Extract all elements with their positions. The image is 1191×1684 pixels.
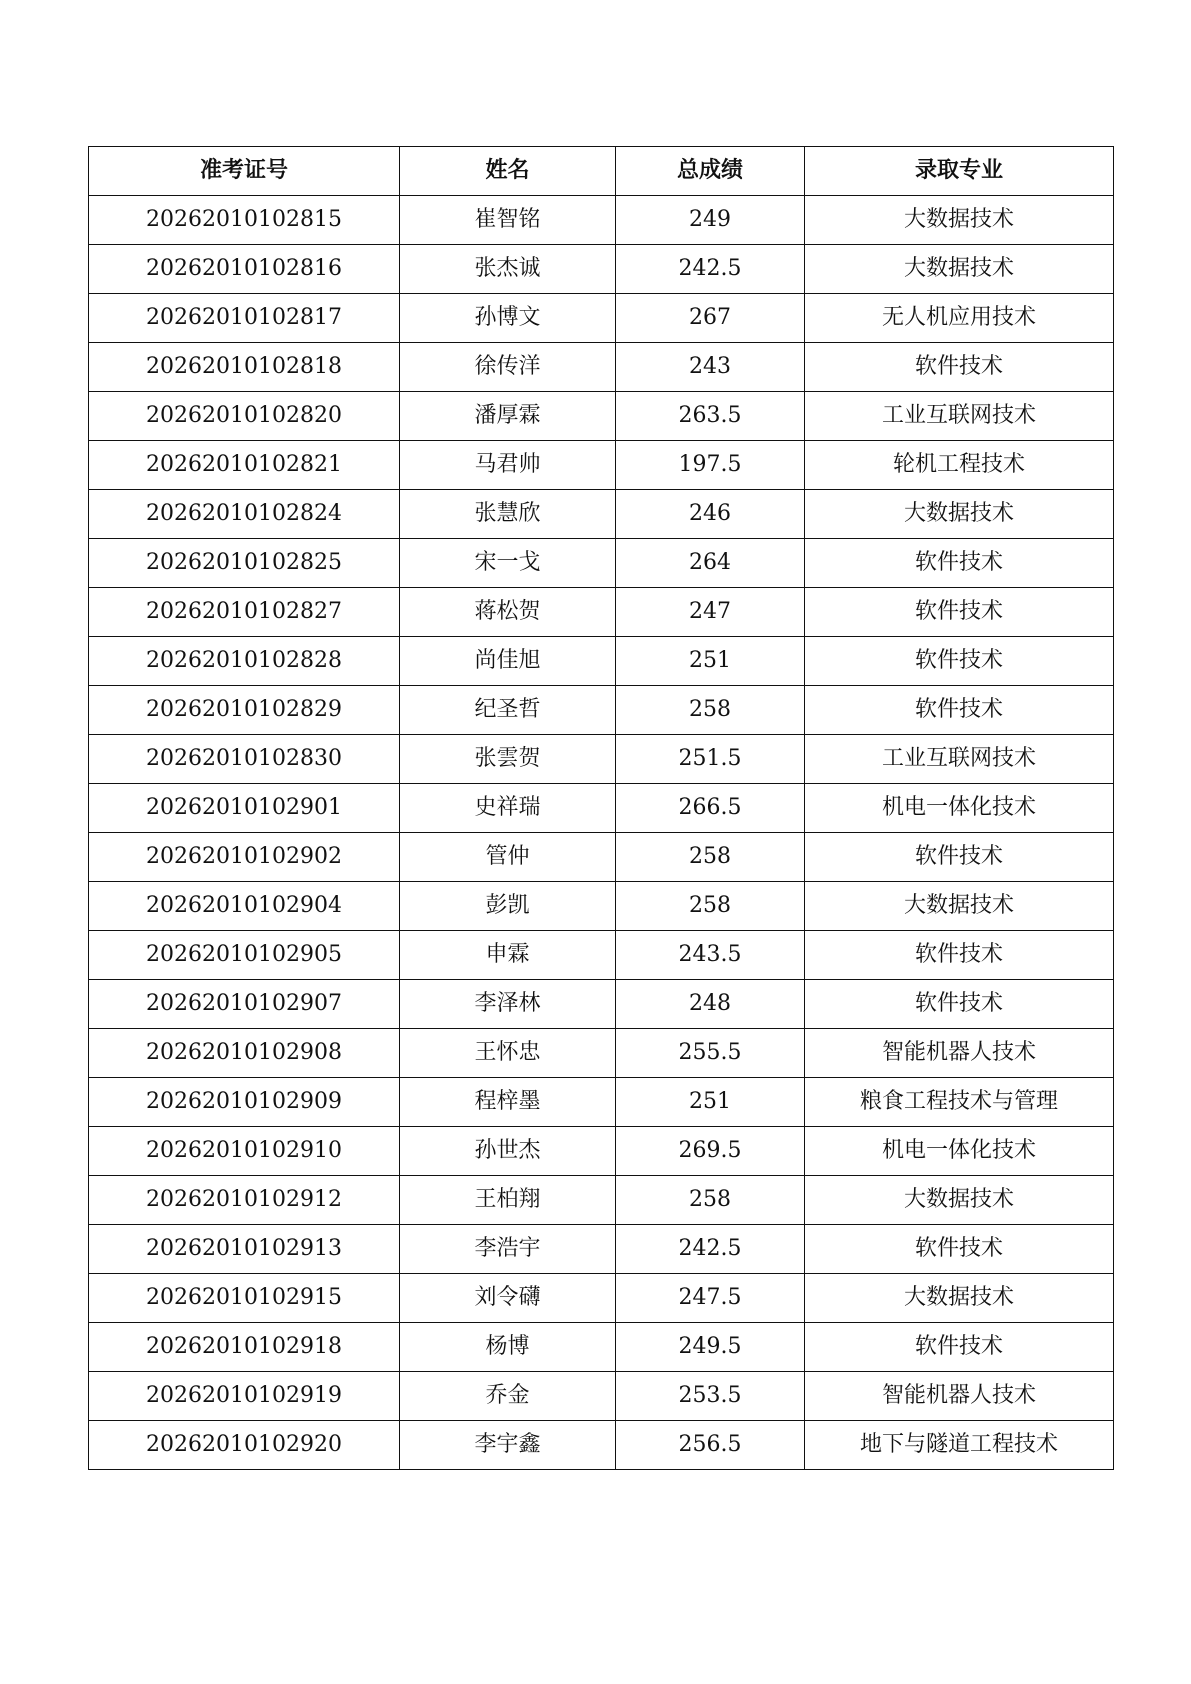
table-body: [89, 196, 1114, 1470]
cell-exam-id: 20262010102830: [89, 735, 400, 784]
cell-name: 马君帅: [400, 441, 616, 490]
table-row: [89, 1372, 1114, 1421]
header-name: 姓名: [400, 147, 616, 196]
cell-major: 软件技术: [805, 1225, 1114, 1274]
cell-total-score: 256.5: [616, 1421, 805, 1470]
cell-exam-id: 20262010102913: [89, 1225, 400, 1274]
cell-total-score: 258: [616, 1176, 805, 1225]
cell-major: 软件技术: [805, 588, 1114, 637]
header-major: 录取专业: [805, 147, 1114, 196]
cell-name: 彭凯: [400, 882, 616, 931]
cell-total-score: 253.5: [616, 1372, 805, 1421]
cell-major: 软件技术: [805, 931, 1114, 980]
cell-major: 工业互联网技术: [805, 735, 1114, 784]
cell-name: 孙博文: [400, 294, 616, 343]
cell-name: 纪圣哲: [400, 686, 616, 735]
cell-name: 王怀忠: [400, 1029, 616, 1078]
cell-total-score: 247.5: [616, 1274, 805, 1323]
cell-major: 软件技术: [805, 637, 1114, 686]
table-row: [89, 833, 1114, 882]
cell-name: 李泽林: [400, 980, 616, 1029]
cell-total-score: 251: [616, 1078, 805, 1127]
cell-total-score: 243: [616, 343, 805, 392]
cell-major: 大数据技术: [805, 196, 1114, 245]
cell-major: 大数据技术: [805, 882, 1114, 931]
cell-total-score: 242.5: [616, 1225, 805, 1274]
table-row: [89, 882, 1114, 931]
cell-total-score: 242.5: [616, 245, 805, 294]
header-exam-id: 准考证号: [89, 147, 400, 196]
cell-name: 刘令礴: [400, 1274, 616, 1323]
cell-major: 无人机应用技术: [805, 294, 1114, 343]
cell-major: 软件技术: [805, 833, 1114, 882]
cell-total-score: 269.5: [616, 1127, 805, 1176]
cell-major: 地下与隧道工程技术: [805, 1421, 1114, 1470]
admission-results-table: [88, 146, 1114, 1470]
cell-total-score: 251: [616, 637, 805, 686]
cell-exam-id: 20262010102824: [89, 490, 400, 539]
cell-major: 软件技术: [805, 980, 1114, 1029]
cell-total-score: 266.5: [616, 784, 805, 833]
cell-major: 大数据技术: [805, 1274, 1114, 1323]
cell-major: 机电一体化技术: [805, 1127, 1114, 1176]
table-row: [89, 980, 1114, 1029]
table-row: [89, 1421, 1114, 1470]
table-row: [89, 539, 1114, 588]
cell-exam-id: 20262010102827: [89, 588, 400, 637]
cell-total-score: 249: [616, 196, 805, 245]
table-row: [89, 735, 1114, 784]
table-row: [89, 588, 1114, 637]
table-row: [89, 490, 1114, 539]
cell-exam-id: 20262010102821: [89, 441, 400, 490]
header-row: [89, 147, 1114, 196]
cell-total-score: 258: [616, 882, 805, 931]
cell-major: 大数据技术: [805, 245, 1114, 294]
table-row: [89, 196, 1114, 245]
cell-exam-id: 20262010102910: [89, 1127, 400, 1176]
cell-name: 宋一戈: [400, 539, 616, 588]
cell-exam-id: 20262010102919: [89, 1372, 400, 1421]
cell-total-score: 249.5: [616, 1323, 805, 1372]
cell-exam-id: 20262010102817: [89, 294, 400, 343]
cell-total-score: 246: [616, 490, 805, 539]
cell-name: 张雲贺: [400, 735, 616, 784]
table-row: [89, 1274, 1114, 1323]
cell-exam-id: 20262010102816: [89, 245, 400, 294]
cell-major: 大数据技术: [805, 490, 1114, 539]
cell-name: 崔智铭: [400, 196, 616, 245]
cell-major: 智能机器人技术: [805, 1029, 1114, 1078]
cell-name: 孙世杰: [400, 1127, 616, 1176]
cell-exam-id: 20262010102829: [89, 686, 400, 735]
cell-total-score: 243.5: [616, 931, 805, 980]
table-row: [89, 1225, 1114, 1274]
cell-total-score: 197.5: [616, 441, 805, 490]
cell-exam-id: 20262010102820: [89, 392, 400, 441]
cell-major: 软件技术: [805, 343, 1114, 392]
cell-major: 粮食工程技术与管理: [805, 1078, 1114, 1127]
table-row: [89, 1127, 1114, 1176]
cell-major: 软件技术: [805, 1323, 1114, 1372]
cell-exam-id: 20262010102905: [89, 931, 400, 980]
cell-major: 机电一体化技术: [805, 784, 1114, 833]
cell-name: 李宇鑫: [400, 1421, 616, 1470]
table-row: [89, 1323, 1114, 1372]
cell-name: 李浩宇: [400, 1225, 616, 1274]
cell-exam-id: 20262010102907: [89, 980, 400, 1029]
cell-name: 潘厚霖: [400, 392, 616, 441]
cell-exam-id: 20262010102920: [89, 1421, 400, 1470]
cell-major: 大数据技术: [805, 1176, 1114, 1225]
cell-name: 申霖: [400, 931, 616, 980]
cell-total-score: 258: [616, 686, 805, 735]
cell-name: 王柏翔: [400, 1176, 616, 1225]
cell-name: 张杰诚: [400, 245, 616, 294]
cell-total-score: 258: [616, 833, 805, 882]
cell-exam-id: 20262010102828: [89, 637, 400, 686]
cell-total-score: 255.5: [616, 1029, 805, 1078]
cell-name: 尚佳旭: [400, 637, 616, 686]
table-row: [89, 784, 1114, 833]
table-row: [89, 343, 1114, 392]
cell-exam-id: 20262010102908: [89, 1029, 400, 1078]
cell-name: 张慧欣: [400, 490, 616, 539]
table-row: [89, 686, 1114, 735]
table-row: [89, 931, 1114, 980]
cell-name: 徐传洋: [400, 343, 616, 392]
cell-exam-id: 20262010102915: [89, 1274, 400, 1323]
table-row: [89, 1176, 1114, 1225]
table-row: [89, 245, 1114, 294]
cell-name: 乔金: [400, 1372, 616, 1421]
cell-name: 杨博: [400, 1323, 616, 1372]
cell-exam-id: 20262010102904: [89, 882, 400, 931]
cell-total-score: 247: [616, 588, 805, 637]
cell-exam-id: 20262010102918: [89, 1323, 400, 1372]
table-header: [89, 147, 1114, 196]
cell-name: 管仲: [400, 833, 616, 882]
cell-major: 软件技术: [805, 539, 1114, 588]
cell-major: 工业互联网技术: [805, 392, 1114, 441]
cell-major: 智能机器人技术: [805, 1372, 1114, 1421]
cell-exam-id: 20262010102825: [89, 539, 400, 588]
cell-major: 轮机工程技术: [805, 441, 1114, 490]
cell-total-score: 248: [616, 980, 805, 1029]
cell-exam-id: 20262010102909: [89, 1078, 400, 1127]
cell-exam-id: 20262010102912: [89, 1176, 400, 1225]
table-row: [89, 392, 1114, 441]
header-total-score: 总成绩: [616, 147, 805, 196]
cell-exam-id: 20262010102901: [89, 784, 400, 833]
cell-total-score: 264: [616, 539, 805, 588]
cell-total-score: 263.5: [616, 392, 805, 441]
table-row: [89, 294, 1114, 343]
cell-exam-id: 20262010102815: [89, 196, 400, 245]
cell-name: 史祥瑞: [400, 784, 616, 833]
table-row: [89, 441, 1114, 490]
table-row: [89, 637, 1114, 686]
table-row: [89, 1029, 1114, 1078]
cell-exam-id: 20262010102818: [89, 343, 400, 392]
cell-name: 程梓墨: [400, 1078, 616, 1127]
cell-name: 蒋松贺: [400, 588, 616, 637]
cell-total-score: 267: [616, 294, 805, 343]
table-row: [89, 1078, 1114, 1127]
cell-exam-id: 20262010102902: [89, 833, 400, 882]
cell-total-score: 251.5: [616, 735, 805, 784]
cell-major: 软件技术: [805, 686, 1114, 735]
